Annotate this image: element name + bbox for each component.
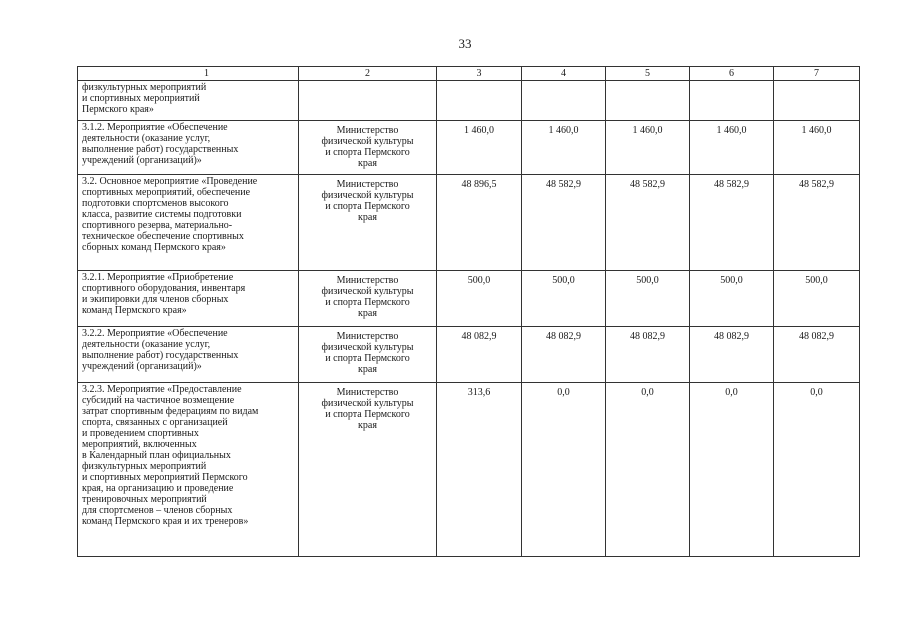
measure-name-cell bbox=[78, 81, 299, 121]
value-cell bbox=[774, 81, 860, 121]
table-row bbox=[78, 175, 860, 271]
measure-name: физкультурных мероприятий и спортивных мероприятий Пермского края» bbox=[82, 82, 207, 115]
executor-cell bbox=[299, 175, 437, 271]
measure-name-cell bbox=[78, 175, 299, 271]
value-cell: 1 460,0 bbox=[522, 121, 606, 175]
executor-name: Министерство физической культуры и спорта Пермского края bbox=[321, 125, 414, 169]
table-row bbox=[78, 383, 860, 557]
table-header-row bbox=[78, 67, 860, 81]
value-cell: 1 460,0 bbox=[774, 121, 860, 175]
measure-name-cell bbox=[78, 327, 299, 383]
executor-name: Министерство физической культуры и спорта Пермского края bbox=[321, 387, 414, 431]
value-cell: 0,0 bbox=[690, 383, 774, 557]
measure-name: 3.1.2. Мероприятие «Обеспечение деятельности (оказание услуг, выполнение работ) государственных учреждений (организаций)» bbox=[82, 122, 239, 166]
executor-cell bbox=[299, 383, 437, 557]
table-row bbox=[78, 327, 860, 383]
measure-name: 3.2. Основное мероприятие «Проведение спортивных мероприятий, обеспечение подготовки спортсменов высокого класса, развитие системы подготовки спортивного резерва, материально- техническое обеспечение спортивных сборных команд Пермского края» bbox=[82, 176, 258, 253]
executor-cell bbox=[299, 327, 437, 383]
value-cell: 48 082,9 bbox=[690, 327, 774, 383]
measure-name: 3.2.2. Мероприятие «Обеспечение деятельности (оказание услуг, выполнение работ) государственных учреждений (организаций)» bbox=[82, 328, 239, 372]
value-cell: 1 460,0 bbox=[606, 121, 690, 175]
value-cell: 0,0 bbox=[522, 383, 606, 557]
value-cell: 0,0 bbox=[774, 383, 860, 557]
table-row bbox=[78, 121, 860, 175]
executor-name: Министерство физической культуры и спорта Пермского края bbox=[321, 179, 414, 223]
measure-name-cell bbox=[78, 271, 299, 327]
value-cell: 48 582,9 bbox=[690, 175, 774, 271]
value-cell: 313,6 bbox=[437, 383, 522, 557]
executor-cell bbox=[299, 271, 437, 327]
value-cell: 48 082,9 bbox=[522, 327, 606, 383]
value-cell: 0,0 bbox=[606, 383, 690, 557]
measure-name-cell bbox=[78, 121, 299, 175]
column-header: 3 bbox=[437, 67, 522, 81]
value-cell: 48 582,9 bbox=[522, 175, 606, 271]
value-cell: 48 582,9 bbox=[774, 175, 860, 271]
value-cell: 500,0 bbox=[774, 271, 860, 327]
value-cell bbox=[437, 81, 522, 121]
executor-cell bbox=[299, 81, 437, 121]
page-number: 33 bbox=[458, 36, 472, 51]
executor-name: Министерство физической культуры и спорта Пермского края bbox=[321, 331, 414, 375]
measure-name-cell bbox=[78, 383, 299, 557]
value-cell: 48 082,9 bbox=[437, 327, 522, 383]
value-cell bbox=[522, 81, 606, 121]
value-cell: 1 460,0 bbox=[437, 121, 522, 175]
value-cell: 48 896,5 bbox=[437, 175, 522, 271]
value-cell: 48 082,9 bbox=[606, 327, 690, 383]
value-cell bbox=[690, 81, 774, 121]
column-header: 2 bbox=[299, 67, 437, 81]
value-cell: 500,0 bbox=[690, 271, 774, 327]
column-header: 5 bbox=[606, 67, 690, 81]
value-cell: 48 082,9 bbox=[774, 327, 860, 383]
executor-cell bbox=[299, 121, 437, 175]
value-cell: 500,0 bbox=[606, 271, 690, 327]
table-row bbox=[78, 81, 860, 121]
value-cell: 48 582,9 bbox=[606, 175, 690, 271]
column-header: 7 bbox=[774, 67, 860, 81]
value-cell: 500,0 bbox=[437, 271, 522, 327]
column-header: 1 bbox=[78, 67, 299, 81]
column-header: 4 bbox=[522, 67, 606, 81]
budget-table bbox=[77, 66, 860, 557]
value-cell: 1 460,0 bbox=[690, 121, 774, 175]
measure-name: 3.2.1. Мероприятие «Приобретение спортивного оборудования, инвентаря и экипировки для членов сборных команд Пермского края» bbox=[82, 272, 246, 316]
column-header: 6 bbox=[690, 67, 774, 81]
value-cell: 500,0 bbox=[522, 271, 606, 327]
table-row bbox=[78, 271, 860, 327]
value-cell bbox=[606, 81, 690, 121]
executor-name: Министерство физической культуры и спорта Пермского края bbox=[321, 275, 414, 319]
measure-name: 3.2.3. Мероприятие «Предоставление субсидий на частичное возмещение затрат спортивным федерациям по видам спорта, связанных с организацией и проведением спортивных мероприятий, включенных в Календарный план официальных физкультурных мероприятий и спортивных мероприятий Пермского края, на организацию и проведение тренировочных мероприятий для спортсменов – членов сборных команд Пермского края и их тренеров» bbox=[82, 384, 259, 527]
